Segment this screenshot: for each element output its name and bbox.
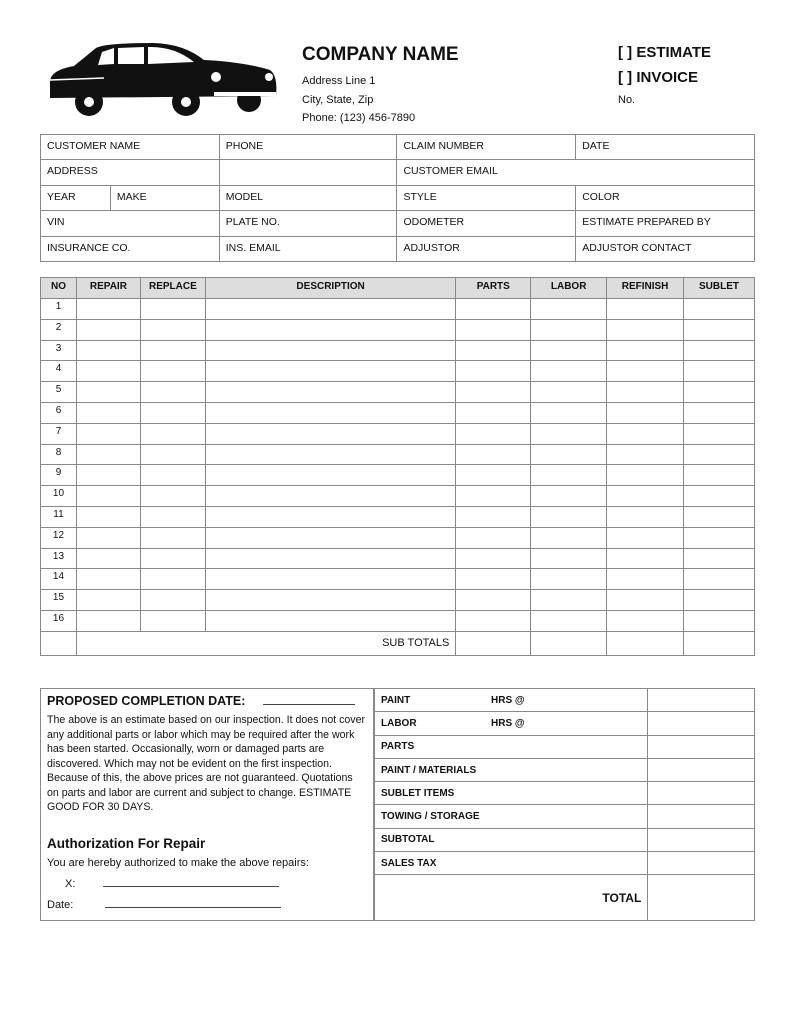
row-number: 2 [41, 319, 77, 340]
cell-replace[interactable] [140, 423, 205, 444]
sublet-items-amount[interactable] [648, 782, 755, 805]
cell-repair[interactable] [76, 610, 140, 631]
auth-date-label: Date: [47, 898, 74, 911]
cell-refinish[interactable] [607, 548, 684, 569]
sales-tax-label: SALES TAX [375, 852, 648, 875]
table-row [41, 423, 755, 444]
cell-sublet[interactable] [684, 402, 755, 423]
subtotal-label: SUBTOTAL [375, 828, 648, 851]
adjustor-field[interactable]: ADJUSTOR [397, 236, 576, 261]
cell-labor[interactable] [531, 590, 607, 611]
cell-parts[interactable] [456, 361, 531, 382]
company-name: COMPANY NAME [302, 44, 459, 65]
cell-sublet[interactable] [684, 299, 755, 320]
row-number: 3 [41, 340, 77, 361]
authorization-text: You are hereby authorized to make the above repairs: [47, 856, 309, 869]
table-row [41, 527, 755, 548]
cell-replace[interactable] [140, 610, 205, 631]
cell-description[interactable] [205, 548, 455, 569]
cell-parts[interactable] [456, 382, 531, 403]
table-row [41, 444, 755, 465]
table-row [41, 299, 755, 320]
row-number: 8 [41, 444, 77, 465]
phone-field[interactable]: PHONE [219, 135, 397, 160]
cell-repair[interactable] [76, 486, 140, 507]
cell-parts[interactable] [456, 506, 531, 527]
ins-email-field[interactable]: INS. EMAIL [219, 236, 397, 261]
line-items-table [40, 277, 755, 656]
cell-labor[interactable] [531, 569, 607, 590]
cell-description[interactable] [205, 382, 455, 403]
row-number: 1 [41, 299, 77, 320]
paint-label: PAINT [381, 694, 411, 706]
cell-sublet[interactable] [684, 506, 755, 527]
total-label: TOTAL [375, 875, 648, 921]
cell-sublet[interactable] [684, 590, 755, 611]
cell-labor[interactable] [531, 402, 607, 423]
cell-parts[interactable] [456, 465, 531, 486]
subtotals-label: SUB TOTALS [76, 631, 455, 655]
cell-repair[interactable] [76, 569, 140, 590]
total-amount[interactable] [648, 875, 755, 921]
cell-refinish[interactable] [607, 527, 684, 548]
vin-field[interactable]: VIN [41, 211, 220, 236]
cell-parts[interactable] [456, 319, 531, 340]
subtotal-amount[interactable] [648, 828, 755, 851]
make-field[interactable]: MAKE [110, 185, 219, 210]
cell-labor[interactable] [531, 319, 607, 340]
cell-repair[interactable] [76, 590, 140, 611]
cell-parts[interactable] [456, 299, 531, 320]
cell-replace[interactable] [140, 444, 205, 465]
labor-amount[interactable] [648, 712, 755, 735]
prepared-by-field[interactable]: ESTIMATE PREPARED BY [576, 211, 755, 236]
towing-storage-label: TOWING / STORAGE [375, 805, 648, 828]
column-header-parts: PARTS [456, 278, 531, 299]
address-field-cont[interactable] [219, 160, 397, 185]
cell-parts[interactable] [456, 590, 531, 611]
paint-materials-label: PAINT / MATERIALS [375, 758, 648, 781]
parts-label: PARTS [375, 735, 648, 758]
city-state-zip: City, State, Zip [302, 94, 374, 106]
cell-parts[interactable] [456, 402, 531, 423]
row-number: 12 [41, 527, 77, 548]
towing-storage-amount[interactable] [648, 805, 755, 828]
cell-labor[interactable] [531, 506, 607, 527]
cell-labor[interactable] [531, 548, 607, 569]
cell-replace[interactable] [140, 486, 205, 507]
cell-description[interactable] [205, 361, 455, 382]
address-field[interactable]: ADDRESS [41, 160, 220, 185]
number-label: No. [618, 94, 636, 106]
cell-description[interactable] [205, 486, 455, 507]
cell-repair[interactable] [76, 548, 140, 569]
cell-labor[interactable] [531, 423, 607, 444]
table-row [41, 590, 755, 611]
cell-labor[interactable] [531, 340, 607, 361]
odometer-field[interactable]: ODOMETER [397, 211, 576, 236]
signature-label: X: [65, 877, 76, 890]
cell-refinish[interactable] [607, 506, 684, 527]
cell-description[interactable] [205, 402, 455, 423]
customer-vehicle-info-table [40, 134, 755, 262]
cell-refinish[interactable] [607, 382, 684, 403]
subtotal-labor[interactable] [531, 631, 607, 655]
cell-repair[interactable] [76, 527, 140, 548]
cell-description[interactable] [205, 569, 455, 590]
paint-hrs-label: HRS @ [491, 694, 525, 706]
row-number: 4 [41, 361, 77, 382]
paint-row [375, 689, 648, 712]
cell-replace[interactable] [140, 569, 205, 590]
cell-labor[interactable] [531, 382, 607, 403]
cell-repair[interactable] [76, 382, 140, 403]
cell-labor[interactable] [531, 299, 607, 320]
row-number: 13 [41, 548, 77, 569]
cell-refinish[interactable] [607, 340, 684, 361]
cell-sublet[interactable] [684, 465, 755, 486]
cell-refinish[interactable] [607, 569, 684, 590]
customer-email-field[interactable]: CUSTOMER EMAIL [397, 160, 755, 185]
totals-table [374, 688, 755, 921]
cell-description[interactable] [205, 590, 455, 611]
cell-parts[interactable] [456, 548, 531, 569]
table-row [41, 486, 755, 507]
table-row [41, 465, 755, 486]
cell-labor[interactable] [531, 486, 607, 507]
estimate-checkbox[interactable]: [ ] ESTIMATE [618, 44, 712, 61]
cell-repair[interactable] [76, 361, 140, 382]
table-row [41, 382, 755, 403]
table-row [41, 361, 755, 382]
cell-refinish[interactable] [607, 361, 684, 382]
cell-description[interactable] [205, 527, 455, 548]
insurance-field[interactable]: INSURANCE CO. [41, 236, 220, 261]
cell-repair[interactable] [76, 319, 140, 340]
cell-description[interactable] [205, 506, 455, 527]
cell-repair[interactable] [76, 299, 140, 320]
cell-labor[interactable] [531, 465, 607, 486]
cell-labor[interactable] [531, 444, 607, 465]
cell-refinish[interactable] [607, 299, 684, 320]
cell-sublet[interactable] [684, 423, 755, 444]
cell-description[interactable] [205, 444, 455, 465]
table-row [41, 506, 755, 527]
paint-amount[interactable] [648, 689, 755, 712]
auth-date-input[interactable] [105, 907, 281, 908]
cell-replace[interactable] [140, 319, 205, 340]
column-header-refinish: REFINISH [607, 278, 684, 299]
cell-sublet[interactable] [684, 340, 755, 361]
column-header-replace: REPLACE [140, 278, 205, 299]
cell-repair[interactable] [76, 340, 140, 361]
authorization-title: Authorization For Repair [47, 835, 206, 851]
address-line: Address Line 1 [302, 75, 376, 87]
cell-sublet[interactable] [684, 527, 755, 548]
table-row [41, 548, 755, 569]
labor-hrs-label: HRS @ [491, 717, 525, 729]
cell-replace[interactable] [140, 402, 205, 423]
cell-repair[interactable] [76, 465, 140, 486]
cell-sublet[interactable] [684, 486, 755, 507]
cell-sublet[interactable] [684, 548, 755, 569]
cell-labor[interactable] [531, 610, 607, 631]
cell-replace[interactable] [140, 465, 205, 486]
cell-description[interactable] [205, 423, 455, 444]
cell-refinish[interactable] [607, 444, 684, 465]
column-header-no: NO [41, 278, 77, 299]
cell-parts[interactable] [456, 569, 531, 590]
subtotal-sublet[interactable] [684, 631, 755, 655]
cell-sublet[interactable] [684, 569, 755, 590]
invoice-checkbox[interactable]: [ ] INVOICE [618, 69, 699, 86]
cell-replace[interactable] [140, 382, 205, 403]
cell-refinish[interactable] [607, 610, 684, 631]
cell-description[interactable] [205, 340, 455, 361]
row-number: 6 [41, 402, 77, 423]
cell-sublet[interactable] [684, 319, 755, 340]
table-row [41, 319, 755, 340]
row-number: 7 [41, 423, 77, 444]
cell-replace[interactable] [140, 548, 205, 569]
cell-refinish[interactable] [607, 465, 684, 486]
row-number: 10 [41, 486, 77, 507]
cell-sublet[interactable] [684, 444, 755, 465]
subtotals-row [41, 631, 755, 655]
row-number: 5 [41, 382, 77, 403]
date-field[interactable]: DATE [576, 135, 755, 160]
labor-label: LABOR [381, 717, 417, 729]
table-row [41, 402, 755, 423]
cell-replace[interactable] [140, 527, 205, 548]
customer-name-field[interactable]: CUSTOMER NAME [41, 135, 220, 160]
sales-tax-amount[interactable] [648, 852, 755, 875]
cell-replace[interactable] [140, 590, 205, 611]
year-field[interactable]: YEAR [41, 185, 111, 210]
cell-replace[interactable] [140, 361, 205, 382]
cell-refinish[interactable] [607, 402, 684, 423]
cell-description[interactable] [205, 299, 455, 320]
cell-repair[interactable] [76, 506, 140, 527]
terms-text: The above is an estimate based on our inspection. It does not cover any additional parts or labor which may be required after the work has been started. Occasionally, worn or damaged parts are discovered. Which may not be evident on the first inspection. Because of this, the above prices are not guaranteed. Quotations on parts and labor are current and subject to change. ESTIMATE GOOD FOR 30 DAYS. [47, 714, 366, 813]
cell-parts[interactable] [456, 486, 531, 507]
cell-parts[interactable] [456, 444, 531, 465]
labor-row [375, 712, 648, 735]
signature-input[interactable] [103, 886, 279, 887]
table-row [41, 340, 755, 361]
plate-field[interactable]: PLATE NO. [219, 211, 397, 236]
column-header-description: DESCRIPTION [205, 278, 455, 299]
cell-description[interactable] [205, 319, 455, 340]
row-number: 16 [41, 610, 77, 631]
style-field[interactable]: STYLE [397, 185, 576, 210]
color-field[interactable]: COLOR [576, 185, 755, 210]
cell-replace[interactable] [140, 299, 205, 320]
cell-repair[interactable] [76, 402, 140, 423]
completion-date-input[interactable] [263, 704, 355, 705]
cell-replace[interactable] [140, 506, 205, 527]
adjustor-contact-field[interactable]: ADJUSTOR CONTACT [576, 236, 755, 261]
cell-refinish[interactable] [607, 486, 684, 507]
sublet-items-label: SUBLET ITEMS [375, 782, 648, 805]
car-logo-icon [44, 40, 280, 120]
cell-labor[interactable] [531, 527, 607, 548]
cell-parts[interactable] [456, 423, 531, 444]
subtotal-refinish[interactable] [607, 631, 684, 655]
cell-parts[interactable] [456, 340, 531, 361]
table-row [41, 610, 755, 631]
cell-parts[interactable] [456, 610, 531, 631]
cell-refinish[interactable] [607, 423, 684, 444]
completion-date-label: PROPOSED COMPLETION DATE: [47, 694, 246, 708]
cell-description[interactable] [205, 465, 455, 486]
row-number: 11 [41, 506, 77, 527]
company-phone: Phone: (123) 456-7890 [302, 112, 416, 124]
cell-replace[interactable] [140, 340, 205, 361]
cell-description[interactable] [205, 610, 455, 631]
table-row [41, 569, 755, 590]
claim-number-field[interactable]: CLAIM NUMBER [397, 135, 576, 160]
cell-sublet[interactable] [684, 361, 755, 382]
terms-authorization-section [40, 688, 374, 921]
column-header-labor: LABOR [531, 278, 607, 299]
row-number: 9 [41, 465, 77, 486]
subtotal-parts[interactable] [456, 631, 531, 655]
paint-materials-amount[interactable] [648, 758, 755, 781]
cell-repair[interactable] [76, 423, 140, 444]
cell-repair[interactable] [76, 444, 140, 465]
row-number: 14 [41, 569, 77, 590]
column-header-sublet: SUBLET [684, 278, 755, 299]
cell-refinish[interactable] [607, 590, 684, 611]
subtotal-blank [41, 631, 77, 655]
cell-sublet[interactable] [684, 382, 755, 403]
cell-labor[interactable] [531, 361, 607, 382]
cell-sublet[interactable] [684, 610, 755, 631]
row-number: 15 [41, 590, 77, 611]
model-field[interactable]: MODEL [219, 185, 397, 210]
cell-parts[interactable] [456, 527, 531, 548]
cell-refinish[interactable] [607, 319, 684, 340]
parts-amount[interactable] [648, 735, 755, 758]
column-header-repair: REPAIR [76, 278, 140, 299]
